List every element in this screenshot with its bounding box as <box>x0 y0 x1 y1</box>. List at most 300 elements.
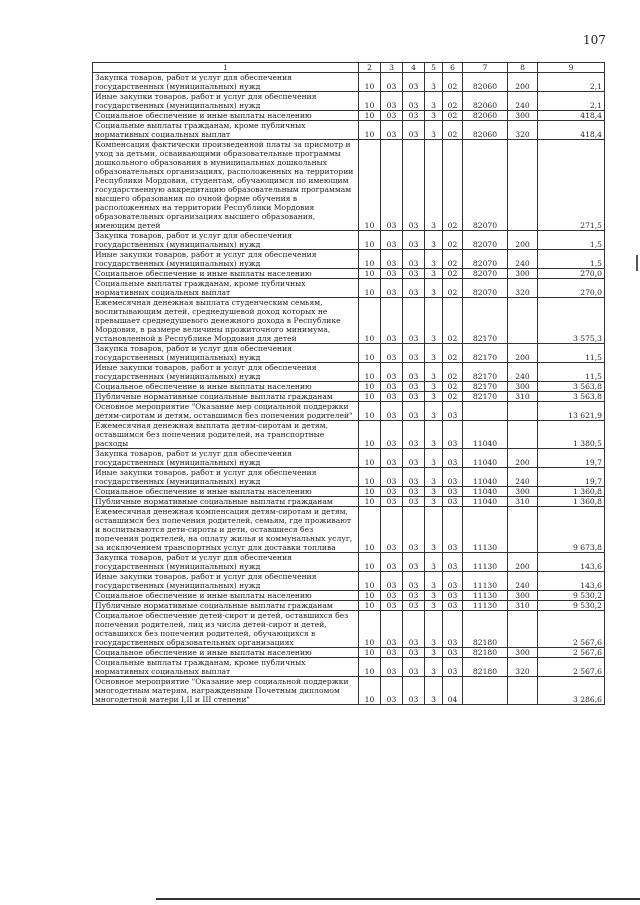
table-row <box>93 497 605 507</box>
row-amount-cell: 2 567,6 <box>538 611 605 648</box>
row-name-cell: Ежемесячная денежная выплата студенческим семьям, воспитывающим детей, среднедушевой доход которых не превышает среднедушевого денежного дохода в Республике Мордовия, в размере величины прожиточного минимума, установленной в Республике Мордовия для детей <box>93 298 359 344</box>
row-code-cell: 300 <box>508 591 538 601</box>
budget-table-container <box>92 62 604 705</box>
row-code-cell: 300 <box>508 648 538 658</box>
row-name-cell: Ежемесячная денежная компенсация детям-сиротам и детям, оставшимся без попечения родителей, семьям, где проживают и воспитываются дети-сироты и дети, оставшиеся без попечения родителей, на оплату жилья и коммунальных услуг, за исключением транспортных услуг для доставки топлива <box>93 507 359 553</box>
row-name-cell: Публичные нормативные социальные выплаты гражданам <box>93 601 359 611</box>
row-code-cell: 03 <box>403 382 425 392</box>
table-row <box>93 507 605 553</box>
row-code-cell: 03 <box>381 449 403 468</box>
table-row <box>93 382 605 392</box>
row-code-cell: 240 <box>508 250 538 269</box>
row-name-cell: Социальные выплаты гражданам, кроме публичных нормативных социальных выплат <box>93 121 359 140</box>
table-row <box>93 111 605 121</box>
row-code-cell: 03 <box>381 507 403 553</box>
table-row <box>93 677 605 705</box>
row-code-cell: 02 <box>443 344 463 363</box>
row-code-cell: 02 <box>443 231 463 250</box>
row-code-cell: 10 <box>359 231 381 250</box>
row-code-cell: 02 <box>443 298 463 344</box>
row-code-cell: 04 <box>443 677 463 705</box>
table-row <box>93 392 605 402</box>
row-code-cell: 3 <box>425 111 443 121</box>
row-code-cell: 03 <box>403 111 425 121</box>
edge-mark <box>636 255 638 271</box>
row-code-cell: 3 <box>425 250 443 269</box>
table-row <box>93 344 605 363</box>
row-code-cell: 02 <box>443 250 463 269</box>
row-code-cell: 10 <box>359 92 381 111</box>
page-number: 107 <box>583 33 606 47</box>
table-row <box>93 298 605 344</box>
row-code-cell: 03 <box>381 92 403 111</box>
header-col-2: 2 <box>359 63 381 73</box>
table-row <box>93 250 605 269</box>
row-code-cell: 3 <box>425 402 443 421</box>
row-name-cell: Закупка товаров, работ и услуг для обеспечения государственных (муниципальных) нужд <box>93 449 359 468</box>
row-code-cell: 02 <box>443 269 463 279</box>
row-code-cell: 3 <box>425 601 443 611</box>
row-name-cell: Закупка товаров, работ и услуг для обеспечения государственных (муниципальных) нужд <box>93 231 359 250</box>
header-col-3: 3 <box>381 63 403 73</box>
row-code-cell: 03 <box>443 449 463 468</box>
table-row <box>93 591 605 601</box>
row-code-cell: 200 <box>508 553 538 572</box>
row-code-cell: 02 <box>443 121 463 140</box>
row-code-cell: 03 <box>381 497 403 507</box>
row-code-cell: 82170 <box>463 382 508 392</box>
row-code-cell: 11130 <box>463 601 508 611</box>
row-amount-cell: 13 621,9 <box>538 402 605 421</box>
row-code-cell: 03 <box>403 658 425 677</box>
row-code-cell: 3 <box>425 279 443 298</box>
row-code-cell: 82180 <box>463 611 508 648</box>
row-code-cell: 03 <box>381 298 403 344</box>
row-code-cell: 320 <box>508 279 538 298</box>
row-code-cell: 200 <box>508 449 538 468</box>
row-code-cell: 03 <box>403 344 425 363</box>
row-code-cell: 240 <box>508 468 538 487</box>
row-code-cell: 03 <box>403 140 425 231</box>
row-code-cell: 03 <box>381 279 403 298</box>
header-col-9: 9 <box>538 63 605 73</box>
row-amount-cell: 270,0 <box>538 269 605 279</box>
row-code-cell: 10 <box>359 111 381 121</box>
row-code-cell: 200 <box>508 231 538 250</box>
row-code-cell: 02 <box>443 279 463 298</box>
row-code-cell: 3 <box>425 382 443 392</box>
row-code-cell: 10 <box>359 269 381 279</box>
row-code-cell: 3 <box>425 121 443 140</box>
row-code-cell <box>463 402 508 421</box>
row-code-cell: 11040 <box>463 468 508 487</box>
row-amount-cell: 19,7 <box>538 449 605 468</box>
row-code-cell: 240 <box>508 572 538 591</box>
row-code-cell: 10 <box>359 591 381 601</box>
table-row <box>93 140 605 231</box>
row-amount-cell: 143,6 <box>538 572 605 591</box>
row-code-cell: 03 <box>381 601 403 611</box>
table-row <box>93 601 605 611</box>
table-body <box>93 73 605 705</box>
row-code-cell: 3 <box>425 497 443 507</box>
row-code-cell: 03 <box>381 363 403 382</box>
row-code-cell: 03 <box>381 421 403 449</box>
row-code-cell: 03 <box>403 611 425 648</box>
row-code-cell: 3 <box>425 269 443 279</box>
row-code-cell: 82060 <box>463 121 508 140</box>
row-code-cell: 03 <box>403 121 425 140</box>
row-code-cell: 240 <box>508 363 538 382</box>
header-col-4: 4 <box>403 63 425 73</box>
row-code-cell: 02 <box>443 140 463 231</box>
row-code-cell: 03 <box>381 658 403 677</box>
table-row <box>93 658 605 677</box>
table-row <box>93 487 605 497</box>
row-code-cell: 3 <box>425 611 443 648</box>
row-code-cell <box>463 677 508 705</box>
row-amount-cell: 143,6 <box>538 553 605 572</box>
row-code-cell: 03 <box>403 250 425 269</box>
row-amount-cell: 1 360,8 <box>538 487 605 497</box>
row-code-cell: 82070 <box>463 250 508 269</box>
row-amount-cell: 3 286,6 <box>538 677 605 705</box>
row-name-cell: Социальные выплаты гражданам, кроме публичных нормативных социальных выплат <box>93 658 359 677</box>
row-code-cell: 03 <box>443 468 463 487</box>
row-code-cell: 03 <box>443 572 463 591</box>
row-code-cell: 3 <box>425 363 443 382</box>
row-code-cell: 10 <box>359 250 381 269</box>
header-col-6: 6 <box>443 63 463 73</box>
row-code-cell: 02 <box>443 363 463 382</box>
row-amount-cell: 1 380,5 <box>538 421 605 449</box>
row-amount-cell: 2 567,6 <box>538 648 605 658</box>
row-code-cell: 3 <box>425 298 443 344</box>
row-code-cell: 03 <box>403 487 425 497</box>
row-amount-cell: 9 673,8 <box>538 507 605 553</box>
row-code-cell: 10 <box>359 677 381 705</box>
row-code-cell: 300 <box>508 269 538 279</box>
row-code-cell: 82070 <box>463 231 508 250</box>
row-code-cell: 03 <box>403 298 425 344</box>
row-code-cell: 03 <box>403 677 425 705</box>
row-name-cell: Основное мероприятие "Оказание мер социальной поддержки детям-сиротам и детям, оставшимся без попечения родителей" <box>93 402 359 421</box>
row-code-cell: 03 <box>381 140 403 231</box>
row-code-cell: 11130 <box>463 591 508 601</box>
table-row <box>93 572 605 591</box>
row-amount-cell: 271,5 <box>538 140 605 231</box>
row-code-cell: 310 <box>508 497 538 507</box>
row-code-cell: 11040 <box>463 487 508 497</box>
row-amount-cell: 418,4 <box>538 111 605 121</box>
row-amount-cell: 2 567,6 <box>538 658 605 677</box>
row-code-cell: 3 <box>425 73 443 92</box>
row-code-cell: 03 <box>381 121 403 140</box>
row-code-cell: 3 <box>425 449 443 468</box>
row-code-cell: 82060 <box>463 73 508 92</box>
row-code-cell: 03 <box>381 344 403 363</box>
row-code-cell <box>508 677 538 705</box>
row-code-cell: 10 <box>359 121 381 140</box>
row-name-cell: Социальные выплаты гражданам, кроме публичных нормативных социальных выплат <box>93 279 359 298</box>
row-code-cell: 03 <box>443 611 463 648</box>
row-code-cell: 03 <box>381 269 403 279</box>
row-name-cell: Публичные нормативные социальные выплаты гражданам <box>93 392 359 402</box>
row-code-cell: 03 <box>381 250 403 269</box>
row-code-cell: 82170 <box>463 298 508 344</box>
row-code-cell: 10 <box>359 468 381 487</box>
row-code-cell: 10 <box>359 363 381 382</box>
header-row <box>93 63 605 73</box>
row-code-cell: 03 <box>403 507 425 553</box>
row-code-cell: 3 <box>425 507 443 553</box>
row-code-cell: 11130 <box>463 553 508 572</box>
row-code-cell <box>508 402 538 421</box>
row-name-cell: Социальное обеспечение детей-сирот и детей, оставшихся без попечения родителей, лиц из числа детей-сирот и детей, оставшихся без попечения родителей, обучающихся в государственных образовательных организациях <box>93 611 359 648</box>
row-code-cell: 3 <box>425 572 443 591</box>
row-amount-cell: 11,5 <box>538 363 605 382</box>
row-amount-cell: 9 530,2 <box>538 601 605 611</box>
row-amount-cell: 9 530,2 <box>538 591 605 601</box>
row-code-cell: 03 <box>403 392 425 402</box>
table-row <box>93 468 605 487</box>
header-col-5: 5 <box>425 63 443 73</box>
table-row <box>93 363 605 382</box>
row-code-cell: 03 <box>443 553 463 572</box>
row-name-cell: Социальное обеспечение и иные выплаты населению <box>93 648 359 658</box>
row-code-cell: 03 <box>403 591 425 601</box>
row-name-cell: Иные закупки товаров, работ и услуг для обеспечения государственных (муниципальных) нужд <box>93 363 359 382</box>
row-code-cell: 03 <box>403 449 425 468</box>
row-code-cell: 03 <box>381 468 403 487</box>
row-code-cell: 03 <box>403 468 425 487</box>
table-row <box>93 421 605 449</box>
row-code-cell: 11040 <box>463 497 508 507</box>
row-code-cell: 10 <box>359 449 381 468</box>
row-code-cell: 03 <box>403 497 425 507</box>
row-code-cell: 10 <box>359 497 381 507</box>
row-code-cell: 10 <box>359 507 381 553</box>
row-code-cell: 10 <box>359 553 381 572</box>
row-code-cell: 02 <box>443 73 463 92</box>
table-row <box>93 648 605 658</box>
row-code-cell: 82170 <box>463 344 508 363</box>
row-code-cell: 3 <box>425 487 443 497</box>
row-code-cell: 10 <box>359 601 381 611</box>
row-name-cell: Социальное обеспечение и иные выплаты населению <box>93 591 359 601</box>
row-code-cell: 10 <box>359 421 381 449</box>
row-code-cell: 200 <box>508 344 538 363</box>
row-code-cell: 3 <box>425 392 443 402</box>
row-code-cell: 320 <box>508 658 538 677</box>
row-name-cell: Социальное обеспечение и иные выплаты населению <box>93 111 359 121</box>
row-amount-cell: 1,5 <box>538 231 605 250</box>
row-amount-cell: 1 360,8 <box>538 497 605 507</box>
row-code-cell: 03 <box>443 658 463 677</box>
row-name-cell: Публичные нормативные социальные выплаты гражданам <box>93 497 359 507</box>
budget-table <box>92 62 605 705</box>
row-code-cell: 03 <box>381 402 403 421</box>
row-code-cell: 82070 <box>463 279 508 298</box>
row-name-cell: Иные закупки товаров, работ и услуг для обеспечения государственных (муниципальных) нужд <box>93 250 359 269</box>
row-code-cell: 02 <box>443 92 463 111</box>
row-code-cell: 03 <box>403 363 425 382</box>
row-code-cell: 03 <box>403 92 425 111</box>
row-name-cell: Иные закупки товаров, работ и услуг для обеспечения государственных (муниципальных) нужд <box>93 92 359 111</box>
row-code-cell: 82060 <box>463 92 508 111</box>
row-code-cell: 11130 <box>463 572 508 591</box>
row-code-cell: 03 <box>381 73 403 92</box>
row-code-cell: 10 <box>359 487 381 497</box>
row-code-cell: 03 <box>443 591 463 601</box>
row-code-cell: 03 <box>443 601 463 611</box>
row-name-cell: Социальное обеспечение и иные выплаты населению <box>93 382 359 392</box>
row-code-cell: 03 <box>381 591 403 601</box>
row-code-cell: 10 <box>359 648 381 658</box>
row-amount-cell: 3 575,3 <box>538 298 605 344</box>
row-code-cell: 10 <box>359 572 381 591</box>
row-code-cell: 02 <box>443 382 463 392</box>
row-code-cell: 03 <box>381 572 403 591</box>
row-code-cell: 82070 <box>463 140 508 231</box>
row-code-cell: 03 <box>443 421 463 449</box>
row-code-cell: 10 <box>359 344 381 363</box>
header-col-1: 1 <box>93 63 359 73</box>
row-code-cell: 3 <box>425 140 443 231</box>
row-amount-cell: 3 563,8 <box>538 382 605 392</box>
row-code-cell: 10 <box>359 140 381 231</box>
row-code-cell: 03 <box>403 648 425 658</box>
row-code-cell: 03 <box>403 269 425 279</box>
row-code-cell: 3 <box>425 677 443 705</box>
row-code-cell: 240 <box>508 92 538 111</box>
row-code-cell: 03 <box>381 553 403 572</box>
row-code-cell: 82170 <box>463 392 508 402</box>
row-code-cell: 03 <box>381 392 403 402</box>
row-code-cell: 03 <box>403 73 425 92</box>
row-code-cell <box>508 507 538 553</box>
row-code-cell: 03 <box>381 231 403 250</box>
row-code-cell: 10 <box>359 392 381 402</box>
row-code-cell: 320 <box>508 121 538 140</box>
row-code-cell: 3 <box>425 344 443 363</box>
row-code-cell: 03 <box>403 553 425 572</box>
row-code-cell: 02 <box>443 392 463 402</box>
table-row <box>93 92 605 111</box>
row-code-cell: 10 <box>359 73 381 92</box>
row-amount-cell: 11,5 <box>538 344 605 363</box>
row-name-cell: Социальное обеспечение и иные выплаты населению <box>93 269 359 279</box>
table-row <box>93 279 605 298</box>
row-code-cell: 03 <box>381 677 403 705</box>
row-code-cell: 310 <box>508 392 538 402</box>
row-code-cell: 03 <box>403 402 425 421</box>
row-code-cell: 11040 <box>463 449 508 468</box>
row-code-cell: 03 <box>381 111 403 121</box>
bottom-rule <box>156 898 640 900</box>
row-amount-cell: 19,7 <box>538 468 605 487</box>
row-name-cell: Иные закупки товаров, работ и услуг для обеспечения государственных (муниципальных) нужд <box>93 572 359 591</box>
row-code-cell: 3 <box>425 648 443 658</box>
row-code-cell: 82180 <box>463 658 508 677</box>
row-code-cell: 10 <box>359 611 381 648</box>
row-code-cell: 3 <box>425 92 443 111</box>
row-code-cell: 02 <box>443 111 463 121</box>
row-code-cell: 3 <box>425 468 443 487</box>
row-code-cell: 03 <box>381 382 403 392</box>
row-code-cell: 03 <box>403 279 425 298</box>
table-row <box>93 269 605 279</box>
row-code-cell: 10 <box>359 382 381 392</box>
row-code-cell: 3 <box>425 591 443 601</box>
row-name-cell: Основное мероприятие "Оказание мер социальной поддержки многодетным матерям, награжденным Почетным дипломом многодетной матери I,II и III степени" <box>93 677 359 705</box>
table-row <box>93 449 605 468</box>
table-row <box>93 611 605 648</box>
row-code-cell: 03 <box>403 231 425 250</box>
row-code-cell: 82170 <box>463 363 508 382</box>
row-code-cell: 11130 <box>463 507 508 553</box>
row-amount-cell: 2,1 <box>538 73 605 92</box>
row-code-cell <box>508 298 538 344</box>
row-name-cell: Закупка товаров, работ и услуг для обеспечения государственных (муниципальных) нужд <box>93 344 359 363</box>
row-code-cell: 03 <box>443 487 463 497</box>
row-code-cell: 03 <box>381 648 403 658</box>
row-amount-cell: 418,4 <box>538 121 605 140</box>
table-row <box>93 231 605 250</box>
row-amount-cell: 2,1 <box>538 92 605 111</box>
row-code-cell <box>508 140 538 231</box>
row-code-cell: 3 <box>425 231 443 250</box>
row-amount-cell: 3 563,8 <box>538 392 605 402</box>
row-code-cell: 03 <box>403 601 425 611</box>
row-name-cell: Ежемесячная денежная выплата детям-сиротам и детям, оставшимся без попечения родителей, на транспортные расходы <box>93 421 359 449</box>
row-code-cell: 82060 <box>463 111 508 121</box>
row-code-cell: 82180 <box>463 648 508 658</box>
row-code-cell: 10 <box>359 298 381 344</box>
row-code-cell: 82070 <box>463 269 508 279</box>
row-name-cell: Закупка товаров, работ и услуг для обеспечения государственных (муниципальных) нужд <box>93 553 359 572</box>
row-code-cell: 3 <box>425 553 443 572</box>
row-code-cell <box>508 421 538 449</box>
row-code-cell: 03 <box>443 497 463 507</box>
row-code-cell <box>508 611 538 648</box>
row-code-cell: 3 <box>425 421 443 449</box>
row-name-cell: Социальное обеспечение и иные выплаты населению <box>93 487 359 497</box>
row-code-cell: 03 <box>381 487 403 497</box>
row-code-cell: 200 <box>508 73 538 92</box>
row-code-cell: 300 <box>508 487 538 497</box>
table-row <box>93 73 605 92</box>
row-code-cell: 10 <box>359 402 381 421</box>
table-row <box>93 121 605 140</box>
row-name-cell: Закупка товаров, работ и услуг для обеспечения государственных (муниципальных) нужд <box>93 73 359 92</box>
row-code-cell: 300 <box>508 382 538 392</box>
header-col-8: 8 <box>508 63 538 73</box>
row-code-cell: 300 <box>508 111 538 121</box>
row-code-cell: 11040 <box>463 421 508 449</box>
table-row <box>93 553 605 572</box>
row-amount-cell: 270,0 <box>538 279 605 298</box>
row-code-cell: 03 <box>443 507 463 553</box>
row-code-cell: 03 <box>403 572 425 591</box>
row-code-cell: 03 <box>381 611 403 648</box>
header-col-7: 7 <box>463 63 508 73</box>
row-code-cell: 310 <box>508 601 538 611</box>
row-amount-cell: 1,5 <box>538 250 605 269</box>
table-row <box>93 402 605 421</box>
row-code-cell: 3 <box>425 658 443 677</box>
row-code-cell: 03 <box>403 421 425 449</box>
